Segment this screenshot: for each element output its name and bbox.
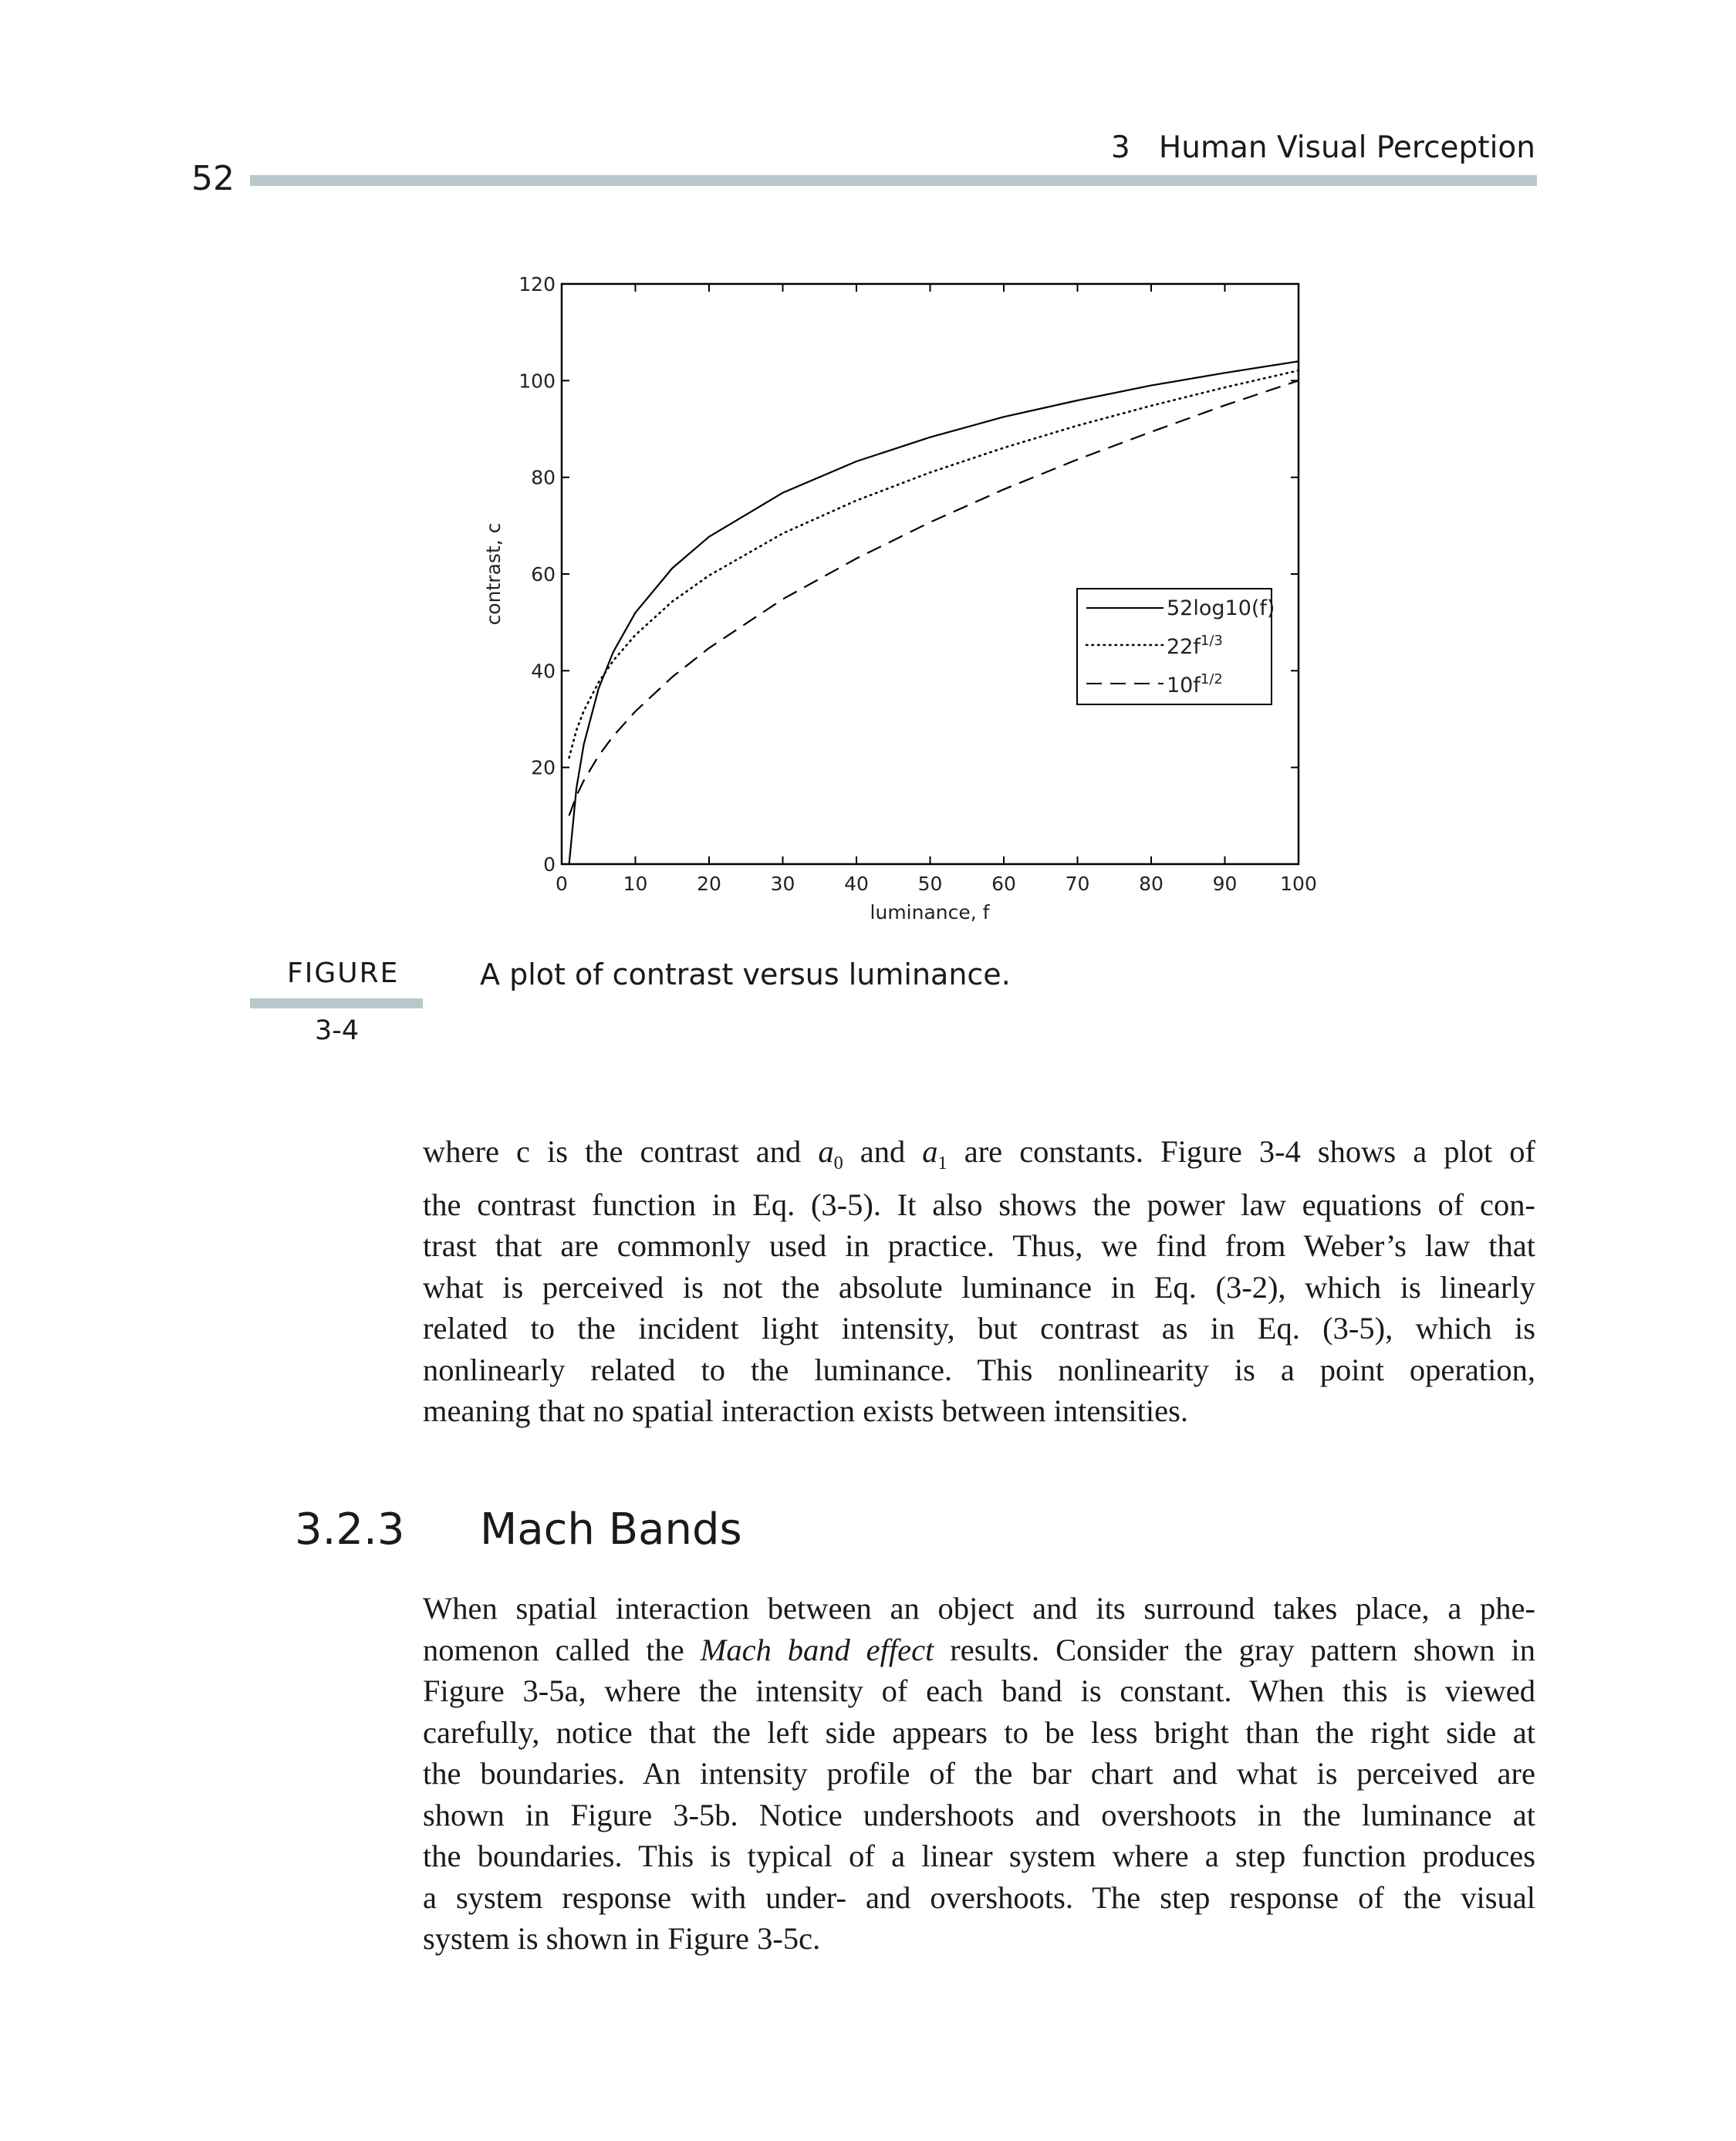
x-tick-label-6: 60 [991,873,1016,895]
para2-line-8: a system response with under- and overshoots. The step response of the visual [423,1879,1535,1915]
para1-line-1-b: and [843,1134,923,1169]
x-axis-label: luminance, f [870,901,990,924]
para2-line-2-a: nomenon called the [423,1632,701,1667]
header-rule [250,175,1537,186]
section-number: 3.2.3 [295,1504,405,1555]
para1-line-7: meaning that no spatial interaction exists between intensities. [423,1393,1188,1429]
figure-number: 3-4 [315,1015,360,1046]
legend-cube-root-base: 22f [1167,635,1201,659]
legend [1077,589,1275,704]
page-number: 52 [191,159,235,198]
x-tick-label-3: 30 [770,873,795,895]
legend-entry-log: 52log10(f) [1167,596,1275,620]
para2-line-5: the boundaries. An intensity profile of the bar chart and what is perceived are [423,1756,1535,1791]
figure-label: FIGURE [287,957,400,989]
para2-line-7: the boundaries. This is typical of a linear system where a step function produces [423,1839,1535,1873]
para1-line-5: related to the incident light intensity, but contrast as in Eq. (3-5), which is [423,1311,1535,1346]
section-title: Mach Bands [480,1504,742,1555]
running-head: 3 Human Visual Perception [1110,130,1535,165]
x-tick-label-10: 100 [1280,873,1317,895]
para2-line-1: When spatial interaction between an object and its surround takes place, a phe- [423,1591,1535,1626]
a1-sub: 1 [937,1153,947,1174]
x-tick-label-7: 70 [1065,873,1090,895]
legend-square-root-exp: 1/2 [1200,671,1223,687]
y-tick-label-2: 40 [531,660,556,683]
mach-band-effect-term: Mach band effect [700,1632,934,1667]
figure-rule [250,998,423,1008]
para1-line-6: nonlinearly related to the luminance. This nonlinearity is a point operation, [423,1352,1535,1387]
y-tick-label-6: 120 [518,273,556,295]
para2-line-2 [423,1629,1535,1671]
figure-caption: A plot of contrast versus luminance. [480,957,1011,991]
para2-line-3: Figure 3-5a, where the intensity of each band is constant. When this is viewed [423,1673,1535,1708]
para1-line-4: what is perceived is not the absolute luminance in Eq. (3-2), which is linearly [423,1269,1535,1305]
a0-base: a [818,1134,834,1169]
a1-base: a [922,1134,938,1169]
x-tick-label-2: 20 [697,873,721,895]
legend-cube-root-exp: 1/3 [1200,633,1223,649]
y-tick-label-0: 0 [543,853,556,876]
para2-line-9: system is shown in Figure 3-5c. [423,1921,821,1956]
para1-line-1-c: are constants. Figure 3-4 shows a plot of [947,1134,1535,1169]
para1-line-1-a: where c is the contrast and [423,1134,819,1169]
y-tick-label-5: 100 [518,370,556,393]
plot-area [562,284,1299,864]
para2-line-2-b: results. Consider the gray pattern shown in [934,1632,1536,1667]
body-paragraph-2 [423,1588,1535,1960]
y-tick-label-1: 20 [531,756,556,779]
para2-line-4: carefully, notice that the left side appears to be less bright than the right side at [423,1714,1535,1750]
x-tick-label-9: 90 [1212,873,1238,895]
y-tick-label-4: 80 [531,466,556,489]
x-tick-label-4: 40 [844,873,869,895]
x-tick-label-1: 10 [623,873,648,895]
para1-line-3: trast that are commonly used in practice. Thus, we find from Weber’s law that [423,1228,1535,1264]
x-tick-label-5: 50 [917,873,943,895]
body-paragraph-1 [423,1131,1535,1432]
para1-line-1 [423,1131,1535,1184]
a0-sub: 0 [833,1153,843,1174]
y-axis-label: contrast, c [482,522,505,626]
contrast-luminance-chart [463,262,1335,941]
legend-square-root-base: 10f [1167,674,1201,697]
y-tick-label-3: 60 [531,563,556,586]
x-tick-label-0: 0 [556,873,568,895]
para1-line-2: the contrast function in Eq. (3-5). It also shows the power law equations of con- [423,1187,1535,1222]
x-tick-label-8: 80 [1139,873,1164,895]
para2-line-6: shown in Figure 3-5b. Notice undershoots and overshoots in the luminance at [423,1797,1535,1832]
